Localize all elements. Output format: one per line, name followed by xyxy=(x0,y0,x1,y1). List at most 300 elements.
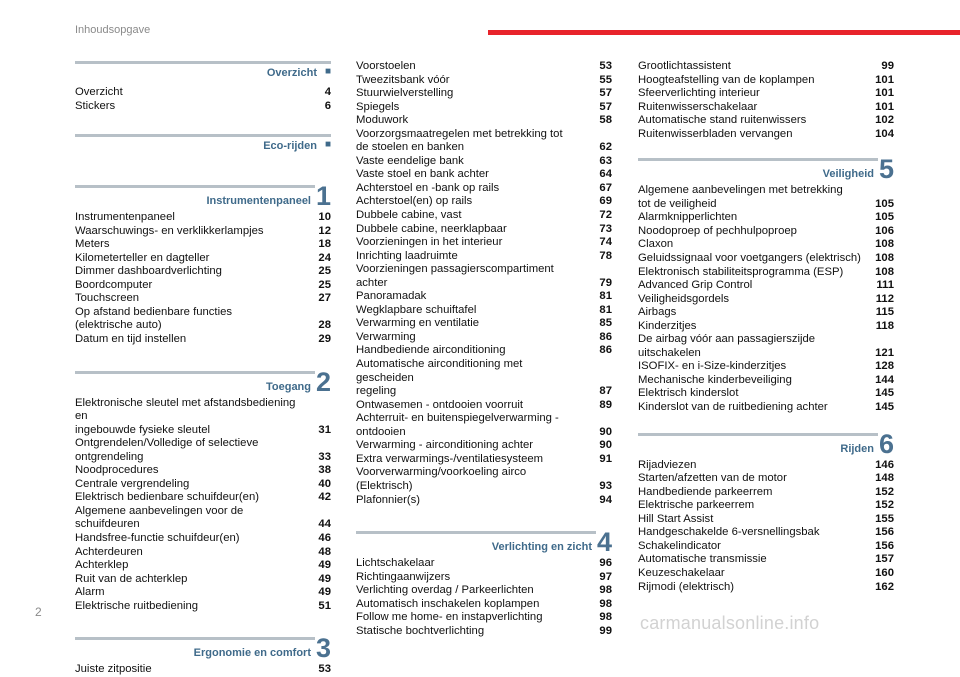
toc-entry[interactable] xyxy=(356,466,612,493)
toc-entry-page: 162 xyxy=(875,580,894,593)
toc-entry-page: 115 xyxy=(875,306,894,319)
section-title: Eco-rijden xyxy=(263,140,317,153)
toc-entry-title: Touchscreen xyxy=(75,292,140,305)
toc-entry[interactable] xyxy=(356,625,612,639)
toc-column-2 xyxy=(356,60,612,638)
toc-entry-list xyxy=(638,60,894,141)
toc-entry-page: 46 xyxy=(318,532,331,545)
toc-entry-page: 155 xyxy=(875,512,894,525)
toc-entry-title: Waarschuwings- en verklikkerlampjes xyxy=(75,224,264,237)
toc-entry-title: Hill Start Assist xyxy=(638,512,714,525)
toc-entry-page: 74 xyxy=(599,236,612,249)
toc-entry[interactable] xyxy=(356,290,612,304)
toc-entry[interactable] xyxy=(75,478,331,492)
toc-section-instrumentenpaneel xyxy=(75,181,331,346)
toc-entry-title: Datum en tijd instellen xyxy=(75,333,187,346)
toc-entry-title: Handgeschakelde 6-versnellingsbak xyxy=(638,526,820,539)
toc-entry[interactable] xyxy=(638,225,894,239)
toc-entry[interactable] xyxy=(356,344,612,358)
toc-entry-title: Dimmer dashboardverlichting xyxy=(75,265,222,278)
toc-entry-page: 91 xyxy=(599,452,612,465)
toc-entry-title: Elektrische ruitbediening xyxy=(75,599,199,612)
toc-entry-page: 152 xyxy=(875,499,894,512)
toc-entry-page: 63 xyxy=(599,154,612,167)
toc-entry[interactable] xyxy=(356,494,612,508)
toc-entry-page: 101 xyxy=(875,100,894,113)
toc-entry-page: 81 xyxy=(599,303,612,316)
toc-entry-page: 108 xyxy=(875,252,894,265)
toc-entry-title: Alarm xyxy=(75,586,105,599)
toc-entry-page: 145 xyxy=(875,401,894,414)
toc-entry[interactable] xyxy=(356,101,612,115)
toc-entry-page: 87 xyxy=(599,385,612,398)
section-title: Rijden xyxy=(840,442,874,455)
toc-entry[interactable] xyxy=(75,265,331,279)
toc-entry[interactable] xyxy=(356,453,612,467)
toc-entry[interactable] xyxy=(638,374,894,388)
toc-entry-title: Claxon xyxy=(638,238,674,251)
toc-entry-page: 89 xyxy=(599,398,612,411)
toc-entry-page: 145 xyxy=(875,387,894,400)
toc-section-eco-rijden xyxy=(75,134,331,159)
toc-entry-title: Ruitenwisserschakelaar xyxy=(638,100,758,113)
section-header xyxy=(75,61,331,86)
toc-entry[interactable] xyxy=(638,114,894,128)
toc-entry[interactable] xyxy=(638,526,894,540)
toc-entry[interactable] xyxy=(638,293,894,307)
toc-entry-title: Mechanische kinderbeveiliging xyxy=(638,373,792,386)
toc-entry[interactable] xyxy=(638,87,894,101)
toc-entry[interactable] xyxy=(638,360,894,374)
section-number: 4 xyxy=(596,527,612,558)
toc-entry-page: 106 xyxy=(875,224,894,237)
toc-section-ergonomie-en-comfort xyxy=(75,633,331,677)
section-header xyxy=(75,633,331,664)
toc-entry[interactable] xyxy=(638,401,894,415)
toc-entry-page: 146 xyxy=(875,458,894,471)
toc-entry-page: 78 xyxy=(599,249,612,262)
toc-section-zicht-continued xyxy=(638,60,894,141)
toc-entry[interactable] xyxy=(638,128,894,142)
toc-entry-page: 160 xyxy=(875,566,894,579)
toc-entry[interactable] xyxy=(75,100,331,114)
toc-entry[interactable] xyxy=(75,491,331,505)
toc-entry-title: Voorverwarming/voorkoeling airco (Elektrisch) xyxy=(356,466,527,492)
section-number: 5 xyxy=(878,154,894,185)
toc-entry-page: 28 xyxy=(318,319,331,332)
toc-entry-list xyxy=(75,86,331,113)
toc-entry-page: 49 xyxy=(318,559,331,572)
toc-entry[interactable] xyxy=(638,320,894,334)
toc-entry-page: 93 xyxy=(599,479,612,492)
toc-entry-page: 44 xyxy=(318,518,331,531)
toc-entry-page: 128 xyxy=(875,360,894,373)
toc-entry[interactable] xyxy=(356,74,612,88)
section-header xyxy=(356,527,612,558)
toc-entry-page: 98 xyxy=(599,597,612,610)
toc-entry-title: Voorstoelen xyxy=(356,60,416,72)
toc-entry[interactable] xyxy=(75,252,331,266)
toc-entry-list xyxy=(75,397,331,614)
toc-entry-page: 112 xyxy=(875,292,894,305)
toc-entry-page: 42 xyxy=(318,491,331,504)
section-number: 2 xyxy=(315,366,331,397)
toc-entry-page: 144 xyxy=(875,373,894,386)
toc-entry[interactable] xyxy=(75,600,331,614)
toc-entry[interactable] xyxy=(638,553,894,567)
toc-entry[interactable] xyxy=(638,387,894,401)
toc-entry-page: 58 xyxy=(599,114,612,127)
toc-entry-page: 99 xyxy=(881,60,894,72)
toc-entry[interactable] xyxy=(356,250,612,264)
toc-entry[interactable] xyxy=(638,499,894,513)
toc-entry[interactable] xyxy=(75,505,331,532)
toc-entry-title: Elektronische sleutel met afstandsbediening en ingebouwde fysieke sleutel xyxy=(75,396,296,436)
section-divider xyxy=(638,158,878,161)
toc-entry-title: Noodoproep of pechhulpoproep xyxy=(638,224,797,237)
toc-entry-page: 96 xyxy=(599,557,612,570)
toc-entry[interactable] xyxy=(356,598,612,612)
toc-entry-page: 118 xyxy=(875,319,894,332)
toc-entry[interactable] xyxy=(356,209,612,223)
toc-entry-page: 98 xyxy=(599,611,612,624)
toc-entry[interactable] xyxy=(638,252,894,266)
toc-entry-title: Voorzieningen passagierscompartiment achter xyxy=(356,263,554,289)
toc-entry[interactable] xyxy=(75,306,331,333)
toc-entry-page: 94 xyxy=(599,493,612,506)
toc-entry-title: Algemene aanbevelingen voor de schuifdeuren xyxy=(75,504,244,531)
toc-entry-title: Hoogteafstelling van de koplampen xyxy=(638,73,815,86)
toc-entry[interactable] xyxy=(638,306,894,320)
toc-entry-title: Richtingaanwijzers xyxy=(356,570,451,583)
toc-entry[interactable] xyxy=(75,586,331,600)
section-title: Veiligheid xyxy=(822,168,874,181)
section-divider xyxy=(75,185,315,188)
toc-entry-title: Follow me home- en instapverlichting xyxy=(356,611,543,624)
toc-entry[interactable] xyxy=(356,358,612,399)
toc-entry[interactable] xyxy=(638,513,894,527)
toc-entry-page: 90 xyxy=(599,439,612,452)
toc-entry-title: Op afstand bedienbare functies (elektrische auto) xyxy=(75,305,233,332)
toc-entry[interactable] xyxy=(75,292,331,306)
toc-entry[interactable] xyxy=(75,86,331,100)
toc-entry[interactable] xyxy=(75,464,331,478)
toc-entry-title: Wegklapbare schuiftafel xyxy=(356,303,477,316)
toc-entry-title: Airbags xyxy=(638,306,677,319)
toc-entry[interactable] xyxy=(356,611,612,625)
toc-entry-page: 38 xyxy=(318,464,331,477)
toc-entry[interactable] xyxy=(356,168,612,182)
toc-entry-title: Sfeerverlichting interieur xyxy=(638,87,760,100)
toc-entry[interactable] xyxy=(638,472,894,486)
page-number: 2 xyxy=(35,605,42,619)
toc-entry-title: Lichtschakelaar xyxy=(356,557,435,570)
toc-entry-title: ISOFIX- en i-Size-kinderzitjes xyxy=(638,360,787,373)
toc-entry-page: 97 xyxy=(599,570,612,583)
section-header xyxy=(638,428,894,459)
toc-entry[interactable] xyxy=(638,459,894,473)
toc-entry-page: 49 xyxy=(318,572,331,585)
toc-entry-title: Keuzeschakelaar xyxy=(638,566,725,579)
toc-entry[interactable] xyxy=(356,182,612,196)
section-divider xyxy=(75,134,331,137)
toc-entry-title: Overzicht xyxy=(75,86,123,98)
toc-entry-page: 62 xyxy=(599,141,612,154)
toc-entry-title: Dubbele cabine, neerklapbaar xyxy=(356,222,507,235)
toc-column-1 xyxy=(75,61,331,677)
toc-entry[interactable] xyxy=(356,114,612,128)
toc-entry[interactable] xyxy=(75,225,331,239)
toc-entry-page: 55 xyxy=(599,73,612,86)
section-divider xyxy=(356,531,596,534)
toc-entry-page: 101 xyxy=(875,73,894,86)
toc-entry-title: Verlichting overdag / Parkeerlichten xyxy=(356,584,534,597)
toc-entry[interactable] xyxy=(356,263,612,290)
toc-entry-title: Automatische transmissie xyxy=(638,553,767,566)
toc-entry-title: Geluidssignaal voor voetgangers (elektrisch) xyxy=(638,252,861,265)
toc-entry-page: 48 xyxy=(318,545,331,558)
toc-entry-title: Handsfree-functie schuifdeur(en) xyxy=(75,532,240,545)
toc-entry-title: Verwarming xyxy=(356,330,416,343)
toc-entry-title: Inrichting laadruimte xyxy=(356,249,458,262)
toc-entry-page: 69 xyxy=(599,195,612,208)
toc-entry[interactable] xyxy=(638,238,894,252)
toc-entry[interactable] xyxy=(356,584,612,598)
toc-entry[interactable] xyxy=(638,540,894,554)
section-header xyxy=(638,154,894,185)
toc-entry-title: Elektrisch kinderslot xyxy=(638,387,739,400)
toc-entry[interactable] xyxy=(75,238,331,252)
toc-entry-page: 156 xyxy=(875,526,894,539)
toc-entry-title: Elektrisch bedienbare schuifdeur(en) xyxy=(75,491,259,504)
header-title: Inhoudsopgave xyxy=(75,24,151,36)
toc-entry-title: Panoramadak xyxy=(356,290,427,303)
toc-entry-list xyxy=(356,557,612,638)
toc-entry-list xyxy=(638,459,894,594)
toc-entry-page: 57 xyxy=(599,87,612,100)
toc-entry-page: 152 xyxy=(875,485,894,498)
toc-entry-page: 157 xyxy=(875,553,894,566)
toc-entry[interactable] xyxy=(638,60,894,74)
toc-entry-title: Instrumentenpaneel xyxy=(75,211,175,224)
toc-entry-page: 81 xyxy=(599,290,612,303)
toc-entry-title: Centrale vergrendeling xyxy=(75,477,190,490)
toc-entry[interactable] xyxy=(356,304,612,318)
toc-entry-title: Achterstoel en -bank op rails xyxy=(356,181,500,194)
section-title: Toegang xyxy=(265,380,311,393)
toc-entry-title: Elektronisch stabiliteitsprogramma (ESP) xyxy=(638,265,844,278)
toc-entry[interactable] xyxy=(638,279,894,293)
toc-entry-title: Automatisch inschakelen koplampen xyxy=(356,597,540,610)
toc-entry[interactable] xyxy=(356,236,612,250)
toc-entry[interactable] xyxy=(75,532,331,546)
toc-entry-title: Rijadviezen xyxy=(638,458,697,471)
toc-entry-page: 105 xyxy=(875,197,894,210)
toc-entry[interactable] xyxy=(356,399,612,413)
toc-entry-title: Extra verwarmings-/ventilatiesysteem xyxy=(356,452,544,465)
toc-entry-title: De airbag vóór aan passagierszijde uitschakelen xyxy=(638,333,816,359)
toc-entry[interactable] xyxy=(356,557,612,571)
toc-entry[interactable] xyxy=(75,333,331,347)
toc-entry[interactable] xyxy=(356,223,612,237)
toc-entry[interactable] xyxy=(638,211,894,225)
toc-entry-title: Veiligheidsgordels xyxy=(638,292,730,305)
section-title: Instrumentenpaneel xyxy=(206,195,311,208)
toc-entry-list xyxy=(75,211,331,346)
toc-entry-title: Handbediende parkeerrem xyxy=(638,485,773,498)
toc-section-toegang xyxy=(75,366,331,614)
toc-entry[interactable] xyxy=(75,546,331,560)
square-bullet-icon: ■ xyxy=(324,139,331,151)
toc-entry-page: 49 xyxy=(318,586,331,599)
toc-entry[interactable] xyxy=(75,437,331,464)
toc-entry-title: Stickers xyxy=(75,99,116,112)
toc-entry-page: 72 xyxy=(599,209,612,222)
toc-entry-page: 64 xyxy=(599,168,612,181)
toc-entry-page: 108 xyxy=(875,238,894,251)
section-divider xyxy=(638,433,878,436)
section-divider xyxy=(75,61,331,64)
toc-entry[interactable] xyxy=(356,128,612,155)
toc-entry-title: Schakelindicator xyxy=(638,539,721,552)
section-header xyxy=(75,366,331,397)
toc-entry[interactable] xyxy=(356,155,612,169)
toc-entry-title: Moduwork xyxy=(356,114,409,127)
toc-entry-page: 24 xyxy=(318,251,331,264)
toc-entry[interactable] xyxy=(638,101,894,115)
toc-entry-title: Vaste stoel en bank achter xyxy=(356,168,489,181)
toc-entry-title: Kinderslot van de ruitbediening achter xyxy=(638,401,828,414)
toc-entry[interactable] xyxy=(75,211,331,225)
toc-entry-title: Kilometerteller en dagteller xyxy=(75,251,210,264)
toc-entry-title: Rijmodi (elektrisch) xyxy=(638,580,735,593)
toc-entry[interactable] xyxy=(638,567,894,581)
toc-entry-page: 67 xyxy=(599,181,612,194)
section-divider xyxy=(75,371,315,374)
section-number: 1 xyxy=(315,181,331,212)
toc-entry[interactable] xyxy=(638,581,894,595)
toc-entry-page: 10 xyxy=(318,211,331,224)
toc-section-verlichting-en-zicht xyxy=(356,527,612,638)
toc-entry-title: Achterruit- en buitenspiegelverwarming - ontdooien xyxy=(356,412,559,438)
toc-entry-title: Ruit van de achterklep xyxy=(75,572,188,585)
toc-entry-title: Ruitenwisserbladen vervangen xyxy=(638,127,793,140)
toc-entry-list xyxy=(356,60,612,507)
toc-entry[interactable] xyxy=(356,317,612,331)
toc-entry[interactable] xyxy=(75,663,331,677)
toc-column-3 xyxy=(638,60,894,594)
toc-entry[interactable] xyxy=(356,87,612,101)
toc-entry-title: Tweezitsbank vóór xyxy=(356,73,450,86)
toc-entry-title: Vaste eendelige bank xyxy=(356,154,464,167)
toc-entry-title: Grootlichtassistent xyxy=(638,60,731,72)
toc-entry-page: 105 xyxy=(875,211,894,224)
toc-entry-page: 25 xyxy=(318,265,331,278)
toc-entry-title: Dubbele cabine, vast xyxy=(356,209,462,222)
toc-entry-page: 4 xyxy=(324,86,331,98)
toc-entry-title: Stuurwielverstelling xyxy=(356,87,454,100)
toc-entry-title: Voorzieningen in het interieur xyxy=(356,236,503,249)
toc-entry-title: Achterdeuren xyxy=(75,545,143,558)
toc-entry-page: 90 xyxy=(599,425,612,438)
square-bullet-icon: ■ xyxy=(324,66,331,77)
toc-entry-page: 99 xyxy=(599,624,612,637)
toc-entry[interactable] xyxy=(75,573,331,587)
toc-entry-title: Advanced Grip Control xyxy=(638,279,753,292)
toc-entry[interactable] xyxy=(638,333,894,360)
toc-entry-page: 25 xyxy=(318,278,331,291)
section-header xyxy=(75,134,331,159)
section-header xyxy=(75,181,331,212)
toc-entry[interactable] xyxy=(75,279,331,293)
toc-entry-list xyxy=(75,663,331,677)
toc-entry-page: 98 xyxy=(599,584,612,597)
toc-entry-list xyxy=(638,184,894,414)
toc-entry[interactable] xyxy=(356,331,612,345)
toc-entry[interactable] xyxy=(638,74,894,88)
toc-entry-title: Boordcomputer xyxy=(75,278,153,291)
toc-entry-page: 33 xyxy=(318,450,331,463)
toc-entry-page: 6 xyxy=(324,99,331,112)
toc-entry[interactable] xyxy=(356,60,612,74)
toc-entry-page: 101 xyxy=(875,87,894,100)
toc-entry-page: 104 xyxy=(875,127,894,140)
section-title: Overzicht xyxy=(266,67,317,79)
toc-entry-page: 31 xyxy=(318,423,331,436)
toc-entry[interactable] xyxy=(75,559,331,573)
toc-entry-page: 53 xyxy=(318,663,331,676)
toc-entry[interactable] xyxy=(356,195,612,209)
toc-entry-page: 57 xyxy=(599,100,612,113)
toc-entry-page: 111 xyxy=(876,279,894,292)
toc-entry[interactable] xyxy=(356,439,612,453)
toc-entry-page: 86 xyxy=(599,344,612,357)
toc-entry-title: Automatische airconditioning met gescheiden regeling xyxy=(356,358,523,398)
toc-entry-title: Achterstoel(en) op rails xyxy=(356,195,473,208)
toc-entry-title: Kinderzitjes xyxy=(638,319,697,332)
toc-entry-title: Handbediende airconditioning xyxy=(356,344,506,357)
toc-entry[interactable] xyxy=(356,412,612,439)
toc-entry-page: 29 xyxy=(318,333,331,346)
toc-section-rijden xyxy=(638,428,894,594)
toc-entry-page: 148 xyxy=(875,472,894,485)
toc-entry-title: Juiste zitpositie xyxy=(75,663,152,676)
toc-entry[interactable] xyxy=(75,397,331,438)
toc-entry-page: 156 xyxy=(875,539,894,552)
toc-entry-title: Statische bochtverlichting xyxy=(356,624,485,637)
toc-entry[interactable] xyxy=(638,184,894,211)
toc-section-overzicht xyxy=(75,61,331,113)
toc-entry-page: 27 xyxy=(318,292,331,305)
toc-entry-page: 79 xyxy=(599,276,612,289)
toc-entry-title: Verwarming - airconditioning achter xyxy=(356,439,534,452)
toc-entry-page: 40 xyxy=(318,477,331,490)
toc-section-comfort-continued xyxy=(356,60,612,507)
toc-entry[interactable] xyxy=(356,571,612,585)
toc-entry-title: Achterklep xyxy=(75,559,129,572)
toc-entry[interactable] xyxy=(638,266,894,280)
toc-entry-page: 12 xyxy=(318,224,331,237)
toc-entry-title: Elektrische parkeerrem xyxy=(638,499,755,512)
toc-entry-page: 51 xyxy=(318,599,331,612)
toc-entry-title: Noodprocedures xyxy=(75,464,159,477)
toc-entry[interactable] xyxy=(638,486,894,500)
toc-entry-title: Meters xyxy=(75,238,110,251)
toc-entry-page: 53 xyxy=(599,60,612,72)
section-number: 3 xyxy=(315,633,331,664)
toc-entry-title: Ontgrendelen/Volledige of selectieve ontgrendeling xyxy=(75,437,259,463)
watermark: carmanualsonline.info xyxy=(640,613,820,633)
